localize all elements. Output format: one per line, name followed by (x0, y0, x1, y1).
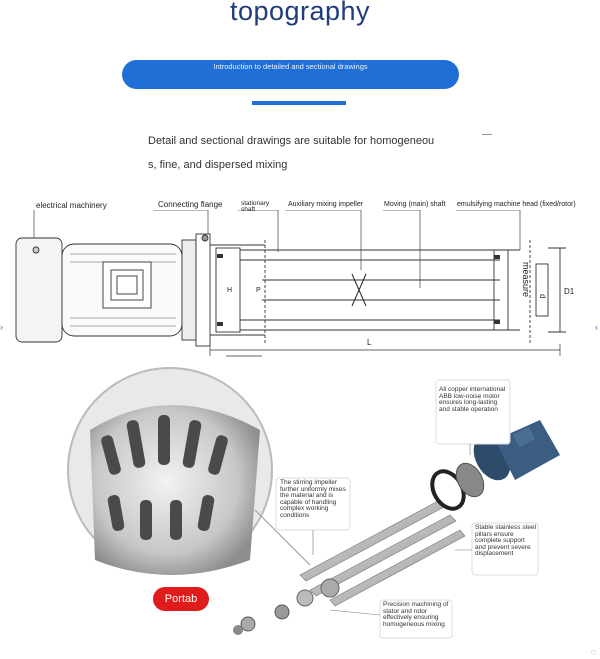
motor (16, 238, 196, 342)
intro-paragraph (148, 129, 458, 177)
dim-p: P (256, 287, 261, 294)
label-stationary-shaft-line1: stationary (241, 200, 270, 207)
title-underline (252, 101, 346, 105)
dim-l: L (367, 338, 372, 347)
callout-impeller: The stirring impeller further uniformly mixes the material and is capable of handling complex working conditions (280, 479, 346, 519)
sectional-drawing (0, 210, 600, 360)
label-stationary-shaft-line2: shaft (241, 206, 256, 213)
portable-badge: Portab (153, 587, 209, 611)
label-connecting-flange: Connecting flange (158, 200, 223, 209)
dim-measure: measure (521, 262, 531, 298)
callout-pillars: Stable stainless steel pillars ensure complete support and prevent severe displacement (475, 524, 537, 558)
stator-closeup (90, 405, 260, 575)
intro-line-2: s, fine, and dispersed mixing (148, 159, 288, 171)
callout-machining: Precision machining of stator and rotor effectively ensuring homogeneous mixing (383, 601, 449, 628)
right-edge-mark: ‹ (595, 322, 598, 332)
intro-line-1: Detail and sectional drawings are suitable for homogeneou (148, 135, 435, 147)
label-head: emulsifying machine head (fixed/rotor) (457, 201, 576, 208)
dim-d1: D1 (564, 287, 575, 296)
section-banner (122, 60, 459, 89)
corner-icon: ◌ (590, 647, 596, 657)
page-title: topography (229, 0, 371, 26)
callout-motor: All copper international ABB low-noise motor ensures long-lasting and stable operation (439, 386, 506, 413)
label-main-shaft: Moving (main) shaft (384, 201, 446, 208)
decorative-dash (482, 134, 492, 135)
dim-d: d (538, 294, 547, 299)
label-aux-impeller: Auxiliary mixing impeller (288, 201, 364, 208)
dim-h: H (227, 287, 233, 294)
label-electrical-machinery: electrical machinery (36, 201, 107, 210)
left-edge-mark: › (0, 322, 3, 332)
banner-text: Introduction to detailed and sectional drawings (213, 62, 368, 71)
